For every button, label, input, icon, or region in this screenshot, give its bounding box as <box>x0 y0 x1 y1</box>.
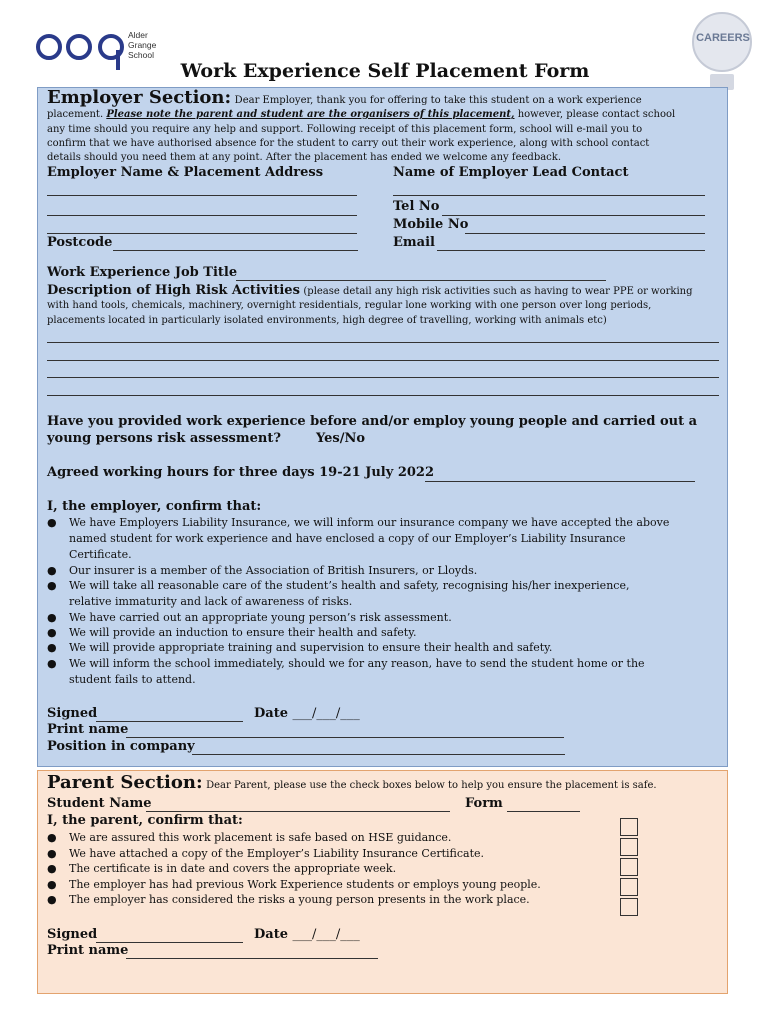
parent-intro-line: Parent Section: Dear Parent, please use the check boxes below to help you ensure the placement is safe. <box>47 772 657 793</box>
parent-checkbox-1[interactable] <box>620 818 638 836</box>
parent-bullet-1: ● We are assured this work placement is safe based on HSE guidance. <box>47 831 452 844</box>
address-field-2[interactable] <box>47 215 357 216</box>
school-name-line-2: Grange <box>128 40 157 50</box>
parent-confirm-heading: I, the parent, confirm that: <box>47 813 243 828</box>
employer-bullet-3-cont: relative immaturity and lack of awareness of risks. <box>69 595 353 608</box>
employer-bullet-1-cont-b: Certificate. <box>69 548 132 561</box>
hours-field[interactable] <box>425 481 695 482</box>
school-name-line-3: School <box>128 50 154 60</box>
employer-confirm-heading: I, the employer, confirm that: <box>47 499 262 514</box>
employer-print-field[interactable] <box>126 737 564 738</box>
employer-bullet-4: ● We have carried out an appropriate young person’s risk assessment. <box>47 611 452 624</box>
employer-print-label: Print name <box>47 722 129 737</box>
job-title-field[interactable] <box>236 280 606 281</box>
employer-intro-line-1: Employer Section: Dear Employer, thank you for offering to take this student on a work experience <box>47 87 642 108</box>
yes-no-option[interactable]: Yes/No <box>316 431 366 446</box>
student-name-label: Student Name <box>47 796 152 811</box>
tel-label: Tel No <box>393 199 440 214</box>
position-label: Position in company <box>47 739 195 754</box>
employer-bullet-7: ● We will inform the school immediately, should we for any reason, have to send the student home or the <box>47 657 645 670</box>
risk-field-1[interactable] <box>47 342 719 343</box>
job-title-label: Work Experience Job Title <box>47 265 238 280</box>
risk-field-4[interactable] <box>47 395 719 396</box>
parent-print-field[interactable] <box>126 958 378 959</box>
employer-bullet-6: ● We will provide appropriate training and supervision to ensure their health and safety. <box>47 641 553 654</box>
parent-print-label: Print name <box>47 943 129 958</box>
risk-line-2: with hand tools, chemicals, machinery, overnight residentials, regular lone working with one person over long periods, <box>47 300 652 311</box>
lead-contact-field[interactable] <box>393 195 705 196</box>
school-name-line-1: Alder <box>128 30 148 40</box>
employer-intro-line-3: any time should you require any help and support. Following receipt of this placement form, school will e-mail you to <box>47 124 643 135</box>
mobile-field[interactable] <box>465 233 705 234</box>
employer-date-label: Date <box>254 706 288 721</box>
employer-bullet-1: ● We have Employers Liability Insurance, we will inform our insurance company we have accepted the above <box>47 516 670 529</box>
employer-bullet-2: ● Our insurer is a member of the Association of British Insurers, or Lloyds. <box>47 564 478 577</box>
position-field[interactable] <box>192 754 565 755</box>
parent-checkbox-4[interactable] <box>620 878 638 896</box>
address-field-1[interactable] <box>47 195 357 196</box>
student-name-field[interactable] <box>146 811 450 812</box>
mobile-label: Mobile No <box>393 217 469 232</box>
employer-bullet-1-cont-a: named student for work experience and have enclosed a copy of our Employer’s Liability Insurance <box>69 532 626 545</box>
parent-checkbox-5[interactable] <box>620 898 638 916</box>
form-label: Form <box>465 796 503 811</box>
employer-bullet-3: ● We will take all reasonable care of the student’s health and safety, recognising his/her inexperience, <box>47 579 630 592</box>
parent-heading: Parent Section: <box>47 772 203 793</box>
experience-question-line-1: Have you provided work experience before and/or employ young people and carried out a <box>47 414 698 429</box>
parent-signed-label: Signed <box>47 927 98 942</box>
address-field-3[interactable] <box>47 233 357 234</box>
form-field[interactable] <box>507 811 580 812</box>
page-title: Work Experience Self Placement Form <box>180 60 590 82</box>
employer-heading: Employer Section: <box>47 87 232 108</box>
employer-intro-line-4: confirm that we have authorised absence for the student to carry out their work experience, along with school contact <box>47 138 650 149</box>
parent-bullet-3: ● The certificate is in date and covers the appropriate week. <box>47 862 397 875</box>
risk-line-3: placements located in particularly isolated environments, high degree of travelling, working with animals etc) <box>47 315 607 326</box>
parent-bullet-5: ● The employer has considered the risks a young person presents in the work place. <box>47 893 530 906</box>
parent-bullet-2: ● We have attached a copy of the Employer’s Liability Insurance Certificate. <box>47 847 485 860</box>
parent-date-field[interactable]: ___/___/___ <box>292 927 360 942</box>
email-label: Email <box>393 235 435 250</box>
employer-signed-label: Signed <box>47 706 98 721</box>
postcode-field[interactable] <box>113 250 358 251</box>
hours-label: Agreed working hours for three days 19-21 July 2022 <box>47 465 435 480</box>
employer-intro-line-2: placement. Please note the parent and student are the organisers of this placement, however, please contact school <box>47 109 676 120</box>
organisers-note: Please note the parent and student are the organisers of this placement, <box>106 109 515 120</box>
risk-field-3[interactable] <box>47 377 719 378</box>
experience-question-line-2: young persons risk assessment? <box>47 431 281 446</box>
risk-line-1: Description of High Risk Activities (please detail any high risk activities such as having to wear PPE or working <box>47 283 693 298</box>
careers-label: CAREERS <box>696 32 750 44</box>
risk-field-2[interactable] <box>47 360 719 361</box>
employer-date-field[interactable]: ___/___/___ <box>292 706 360 721</box>
employer-intro-line-5: details should you need them at any point. After the placement has ended we welcome any feedback. <box>47 152 562 163</box>
parent-checkbox-3[interactable] <box>620 858 638 876</box>
careers-lightbulb-logo <box>688 12 758 98</box>
tel-field[interactable] <box>442 215 705 216</box>
parent-checkbox-2[interactable] <box>620 838 638 856</box>
employer-date-row <box>254 707 360 721</box>
email-field[interactable] <box>437 250 705 251</box>
risk-label: Description of High Risk Activities <box>47 283 300 298</box>
lead-contact-label: Name of Employer Lead Contact <box>393 165 629 180</box>
postcode-label: Postcode <box>47 235 113 250</box>
employer-bullet-7-cont: student fails to attend. <box>69 673 196 686</box>
employer-bullet-5: ● We will provide an induction to ensure their health and safety. <box>47 626 417 639</box>
name-address-label: Employer Name & Placement Address <box>47 165 324 180</box>
parent-date-label: Date <box>254 927 288 942</box>
parent-bullet-4: ● The employer has had previous Work Experience students or employs young people. <box>47 878 541 891</box>
parent-date-row <box>254 928 360 942</box>
